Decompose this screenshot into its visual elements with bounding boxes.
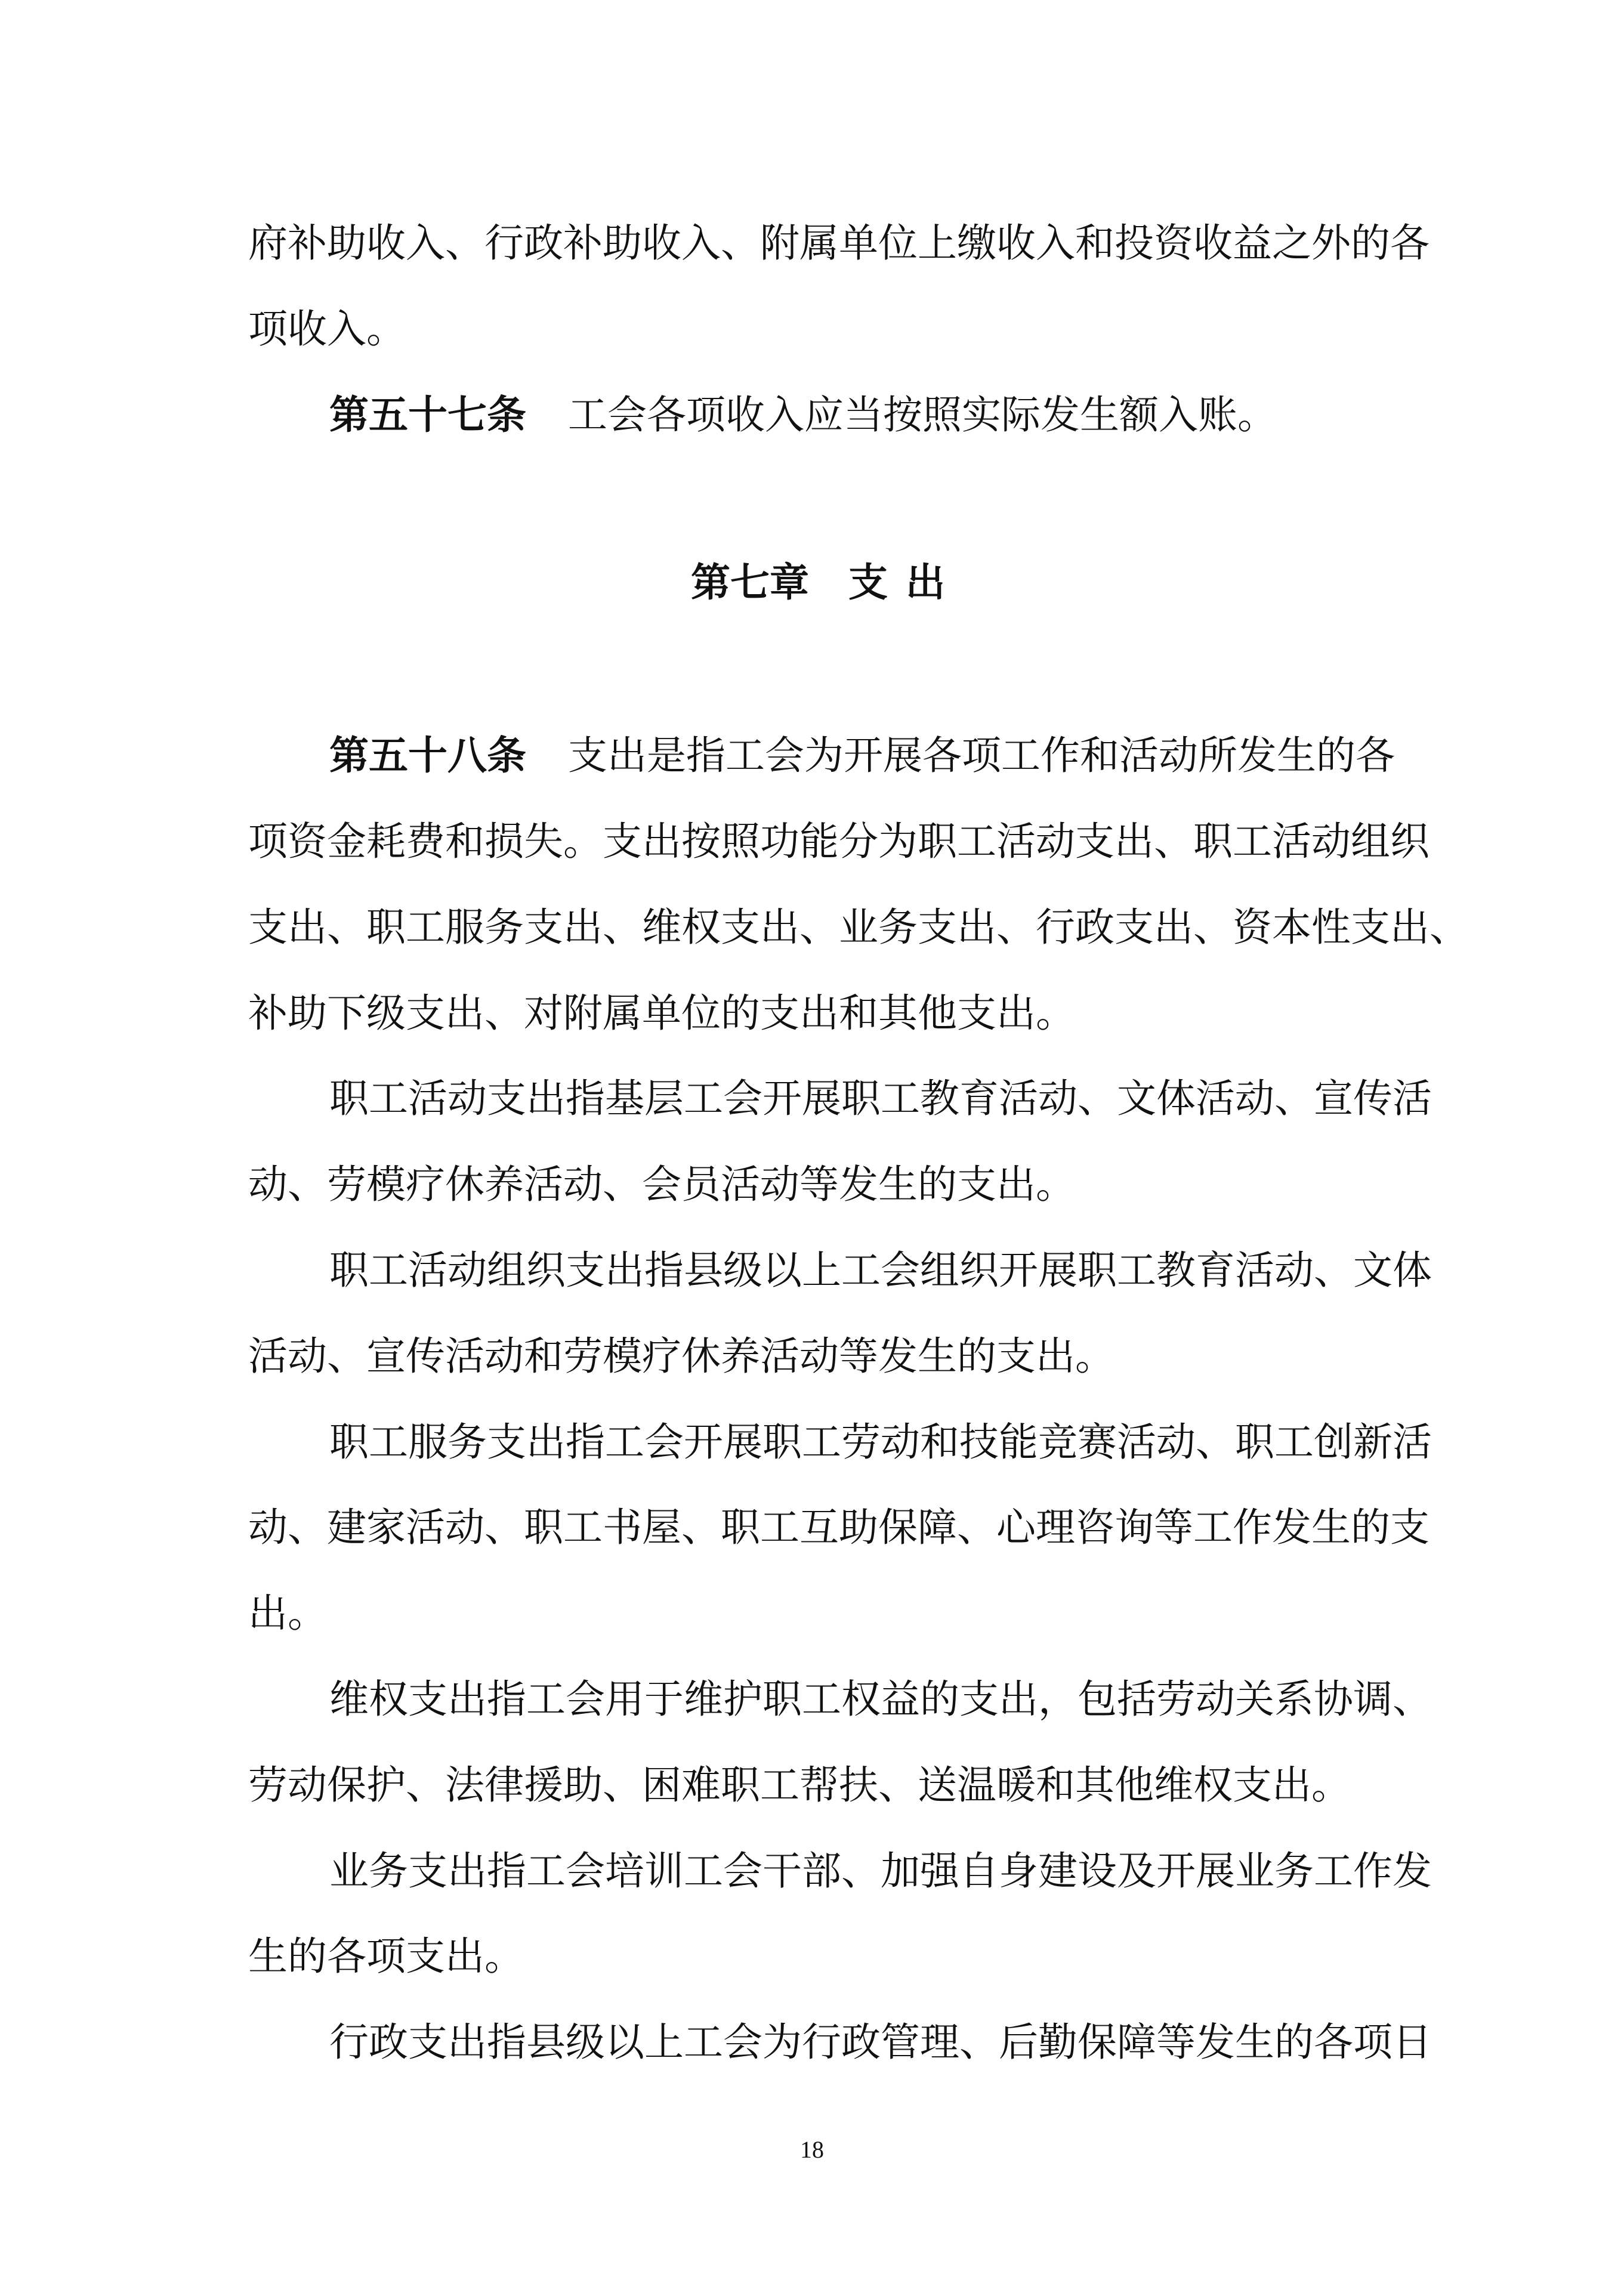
text-line: 补助下级支出、对附属单位的支出和其他支出。 (248, 990, 1075, 1036)
chapter-heading (248, 540, 1388, 626)
text-line: 劳动保护、法律援助、困难职工帮扶、送温暖和其他维权支出。 (248, 1762, 1351, 1808)
text-line: 职工活动组织支出指县级以上工会组织开展职工教育活动、文体 (329, 1247, 1432, 1293)
text-line: 支出、职工服务支出、维权支出、业务支出、行政支出、资本性支出、 (248, 904, 1469, 950)
article-label: 第五十七条 (329, 391, 526, 438)
article-text: 工会各项收入应当按照实际发生额入账。 (568, 391, 1277, 438)
article-text: 支出是指工会为开展各项工作和活动所发生的各 (568, 733, 1395, 779)
text-line: 动、建家活动、职工书屋、职工互助保障、心理咨询等工作发生的支 (248, 1504, 1430, 1551)
text-line: 项收入。 (248, 305, 406, 352)
chapter-label: 第七章 (691, 559, 809, 606)
text-line: 职工服务支出指工会开展职工劳动和技能竞赛活动、职工创新活 (329, 1419, 1432, 1465)
text-line: 行政支出指县级以上工会为行政管理、后勤保障等发生的各项日 (329, 2019, 1432, 2066)
article-58 (248, 713, 1395, 799)
text-line: 动、劳模疗休养活动、会员活动等发生的支出。 (248, 1161, 1075, 1208)
text-line: 项资金耗费和损失。支出按照功能分为职工活动支出、职工活动组织 (248, 818, 1430, 864)
text-line: 生的各项支出。 (248, 1933, 524, 1980)
article-57 (248, 372, 1388, 458)
chapter-title-part: 支 (848, 559, 888, 606)
article-label: 第五十八条 (329, 732, 526, 779)
text-line: 活动、宣传活动和劳模疗休养活动等发生的支出。 (248, 1333, 1114, 1379)
text-line: 出。 (248, 1590, 327, 1637)
text-line: 职工活动支出指基层工会开展职工教育活动、文体活动、宣传活 (329, 1076, 1432, 1122)
text-line: 维权支出指工会用于维护职工权益的支出，包括劳动关系协调、 (329, 1676, 1432, 1722)
text-line: 府补助收入、行政补助收入、附属单位上缴收入和投资收益之外的各 (248, 220, 1430, 266)
page-number: 18 (800, 2136, 824, 2163)
chapter-title-part: 出 (906, 559, 945, 606)
text-line: 业务支出指工会培训工会干部、加强自身建设及开展业务工作发 (329, 1847, 1432, 1894)
document-body (248, 200, 1469, 2085)
